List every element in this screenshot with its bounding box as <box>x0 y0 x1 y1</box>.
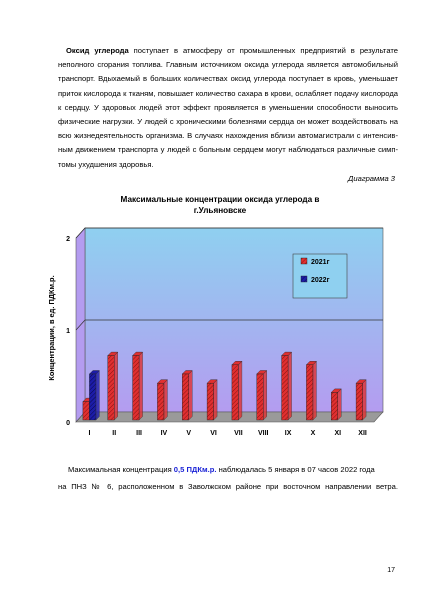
summary-pre: Максимальная концентрация <box>68 465 174 474</box>
para-line-7: всю жизнедеятельность организма. В случаях нахождения вблизи автомагистрали с интенсив- <box>58 131 398 141</box>
summary-value: 0,5 ПДКм.р. <box>173 465 217 474</box>
y-tick-label: 0 <box>66 420 70 427</box>
x-tick-label: VIII <box>257 430 269 437</box>
x-tick-label: IX <box>284 430 292 437</box>
legend-swatch <box>301 276 307 282</box>
bar <box>356 380 366 420</box>
bar <box>306 361 316 420</box>
chart-legend <box>293 254 347 298</box>
legend-label: 2021г <box>311 259 330 266</box>
x-tick-label: VII <box>234 430 243 437</box>
chart-title-line-1: Максимальные концентрации оксида углерода в <box>120 195 320 204</box>
bar <box>282 352 292 420</box>
x-tick-label: III <box>136 430 143 437</box>
x-tick-label: IV <box>160 430 168 437</box>
para-line-9: томы ухудшения здоровья. <box>58 159 154 169</box>
bar <box>157 380 167 420</box>
legend-swatch <box>301 258 307 264</box>
summary-post: наблюдалась 5 января в 07 часов 2022 года <box>216 465 375 474</box>
bar <box>331 389 341 420</box>
x-tick-label: VI <box>210 430 217 437</box>
bar <box>89 371 99 421</box>
y-tick-label: 1 <box>66 328 70 335</box>
para-line-2: неполного сгорания топлива. Главным источником оксида углерода является автомобильный <box>58 60 398 70</box>
chart-title-line-2: г.Ульяновске <box>193 205 247 215</box>
bar <box>108 352 118 420</box>
summary-line-2: на ПНЗ № 6, расположенном в Заволжском районе при восточном направлении ветра. <box>58 482 398 491</box>
bar <box>257 371 267 421</box>
term-bold: Оксид углерода <box>66 46 129 55</box>
para-line-8: ным движением транспорта у людей с больным сердцем могут наблюдаться различные симп- <box>58 145 398 155</box>
para-line-5: к сердцу. У здоровых людей этот эффект проявляется в уменьшении способности выносить <box>58 102 398 112</box>
bar <box>232 361 242 420</box>
y-tick-label: 2 <box>66 236 70 243</box>
y-axis-label: Концентрации, в ед. ПДКм.р. <box>47 275 56 381</box>
para-line-6: физические нагрузки. У людей с хроническими болезнями сердца он может воздействовать на <box>58 117 398 127</box>
bar <box>133 352 143 420</box>
x-tick-label: V <box>186 430 192 437</box>
bar <box>207 380 217 420</box>
para-line-3: транспорт. Вдыхаемый в больших количествах оксид углерода поступает в кровь, уменьшает <box>58 74 398 84</box>
para-line-4: приток кислорода к тканям, повышает количество сахара в крови, ослабляет подачу кислорода <box>58 88 398 98</box>
x-tick-label: XII <box>358 430 367 437</box>
bar <box>182 371 192 421</box>
x-tick-label: XI <box>334 430 342 437</box>
diagram-caption: Диаграмма 3 <box>348 174 395 183</box>
x-tick-label: II <box>112 430 117 437</box>
para-line-1: поступает в атмосферу от промышленных предприятий в результате <box>128 46 399 55</box>
x-tick-label: X <box>310 430 316 437</box>
summary-paragraph <box>58 461 398 495</box>
x-tick-label: I <box>88 430 91 437</box>
legend-label: 2022г <box>311 277 330 284</box>
page-number: 17 <box>387 567 395 574</box>
